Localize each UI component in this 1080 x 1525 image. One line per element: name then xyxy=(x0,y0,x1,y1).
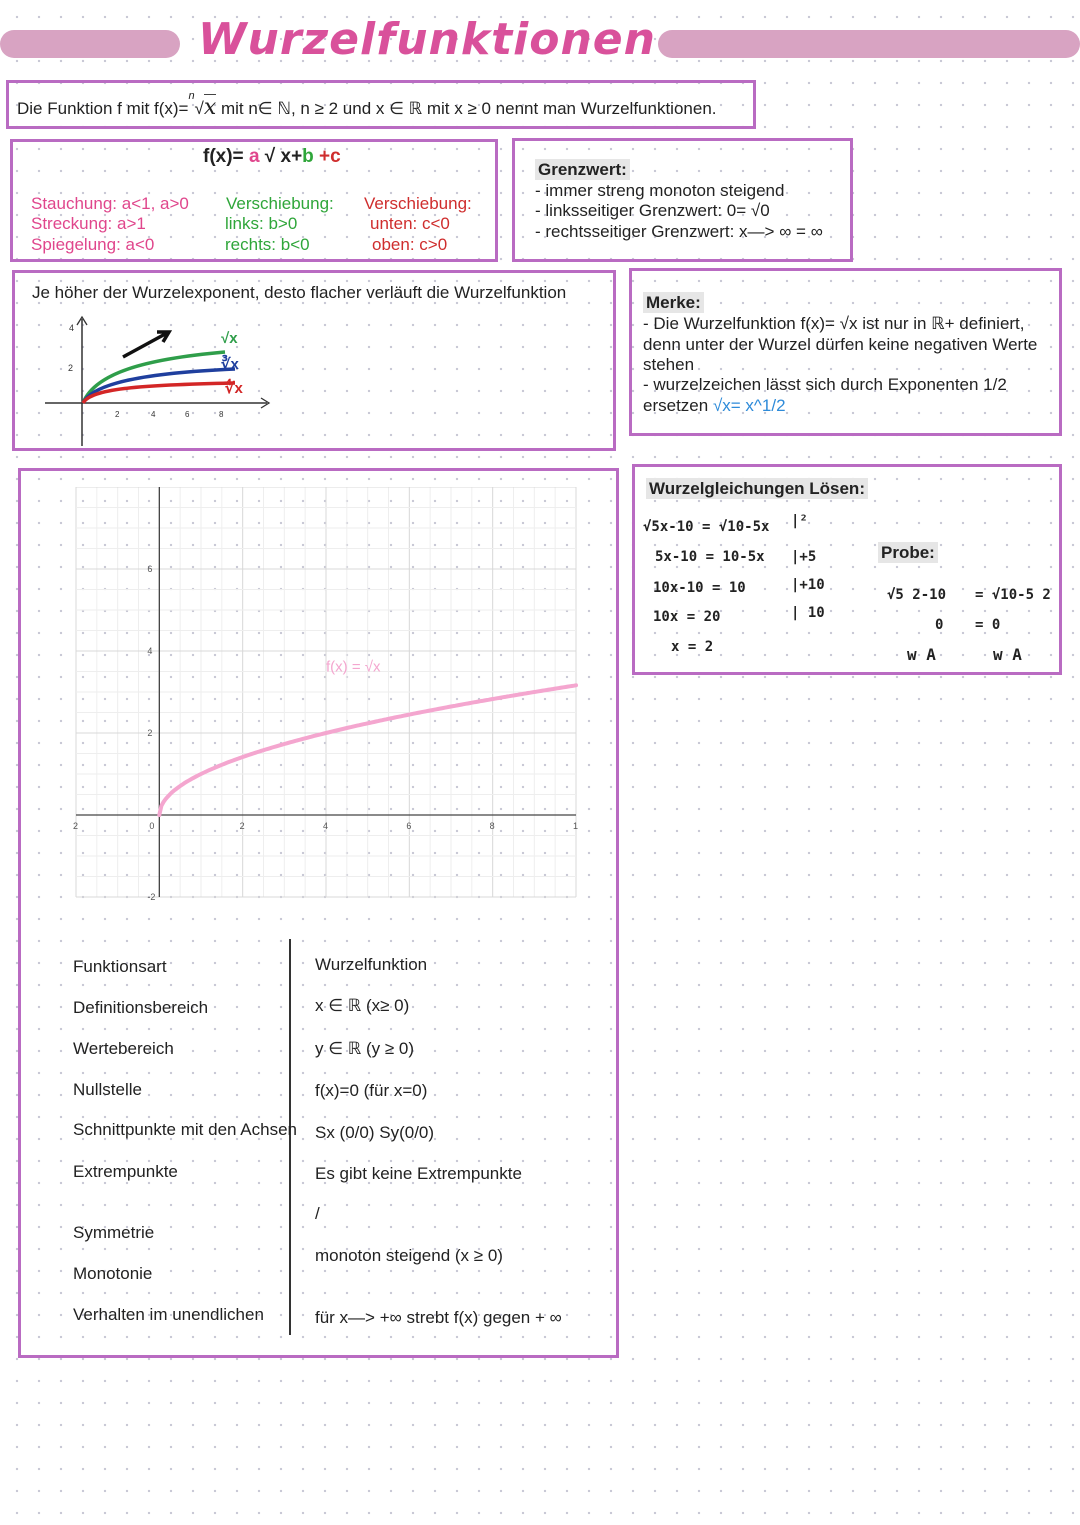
sketch-tick-y4: 4 xyxy=(69,323,75,333)
exponent-text: Je höher der Wurzelexponent, desto flacher verläuft die Wurzelfunktion xyxy=(32,283,567,302)
merke-line-4: - wurzelzeichen lässt sich durch Exponenten 1/2 xyxy=(643,375,1007,394)
table-label-8: Verhalten im unendlichen xyxy=(73,1305,264,1324)
sketch-tick-x6: 6 xyxy=(185,410,190,419)
solve-step-4: 10x = 20 xyxy=(653,609,721,625)
wurzelgleichungen-heading xyxy=(646,479,868,499)
probe-right-2: = 0 xyxy=(975,617,1001,633)
sketch-label-4rt: ∜x xyxy=(225,380,243,397)
root-sign: √ xyxy=(194,99,204,118)
table-label-7: Monotonie xyxy=(73,1264,153,1283)
wurzelgleichungen-box xyxy=(632,464,1062,675)
merke-line-2: denn unter der Wurzel dürfen keine negativen Werte xyxy=(643,335,1038,354)
probe-heading-text: Probe: xyxy=(878,542,938,563)
solve-step-1: √5x-10 = √10-5x xyxy=(643,519,770,535)
table-value-6: / xyxy=(315,1204,320,1223)
graph-x-tick: 6 xyxy=(406,821,412,831)
merke-line-5b: √x= x^1/2 xyxy=(712,396,786,415)
graph-curve-label: f(x) = √x xyxy=(326,658,381,676)
param-c-col-2: unten: c<0 xyxy=(370,214,450,233)
formula-part-1: f(x)= xyxy=(203,146,249,167)
root-index: n xyxy=(188,90,195,102)
sketch-direction-arrow xyxy=(123,332,169,357)
formula-a: a xyxy=(248,146,260,167)
table-value-7: monoton steigend (x ≥ 0) xyxy=(315,1246,503,1265)
header-bar-right xyxy=(658,30,1080,58)
page-title: Wurzelfunktionen xyxy=(198,14,656,65)
exponent-box xyxy=(12,270,616,451)
graph-y-tick: -2 xyxy=(147,892,156,902)
graph-y-tick: 2 xyxy=(147,728,153,738)
grenzwert-line-3: - rechtsseitiger Grenzwert: x—> ∞ = ∞ xyxy=(535,222,823,241)
param-a-col-1: Stauchung: a<1, a>0 xyxy=(31,194,189,213)
probe-left-1: √5 2-10 xyxy=(887,587,947,603)
solve-step-5: x = 2 xyxy=(671,639,714,655)
graph-x-tick: 8 xyxy=(489,821,495,831)
sketch-tick-x2: 2 xyxy=(115,410,120,419)
sketch-label-cbrt: ∛x xyxy=(221,356,239,373)
probe-right-1: = √10-5 2 xyxy=(975,587,1051,603)
solve-step-3: 10x-10 = 10 xyxy=(653,580,746,596)
table-value-3: f(x)=0 (für x=0) xyxy=(315,1081,428,1100)
merke-box xyxy=(629,268,1062,436)
param-c-col-1: Verschiebung: xyxy=(364,194,472,213)
general-formula xyxy=(203,147,341,167)
grenzwert-heading xyxy=(535,160,630,180)
sketch-tick-x4: 4 xyxy=(151,410,156,419)
header-bar-left xyxy=(0,30,180,58)
grenzwert-heading-text: Grenzwert: xyxy=(535,159,630,180)
table-value-4: Sx (0/0) Sy(0/0) xyxy=(315,1123,435,1142)
solve-op-4: | 10 xyxy=(791,605,825,621)
nth-root xyxy=(188,90,217,120)
parameters-box xyxy=(10,139,498,262)
exponent-sketch xyxy=(35,311,295,451)
graph-x-tick: 4 xyxy=(323,821,329,831)
table-value-0: Wurzelfunktion xyxy=(315,955,428,974)
param-a-col-3: Spiegelung: a<0 xyxy=(31,235,155,254)
param-a-col-2: Streckung: a>1 xyxy=(31,214,146,233)
table-label-3: Nullstelle xyxy=(73,1080,142,1099)
merke-heading-text: Merke: xyxy=(643,292,704,313)
formula-b: b xyxy=(302,146,314,167)
table-label-4: Schnittpunkte mit den Achsen xyxy=(73,1120,297,1139)
graph-x-tick: 1 xyxy=(573,821,579,831)
param-c-col-3: oben: c>0 xyxy=(372,235,448,254)
solve-op-2: |+5 xyxy=(791,549,817,565)
grenzwert-line-2: - linksseitiger Grenzwert: 0= √0 xyxy=(535,201,770,220)
merke-line-1: - Die Wurzelfunktion f(x)= √x ist nur in ℝ+ definiert, xyxy=(643,314,1025,333)
solve-op-3: |+10 xyxy=(791,577,825,593)
merke-line-3: stehen xyxy=(643,355,695,374)
probe-right-3: w A xyxy=(993,645,1022,664)
graph-y-tick: 4 xyxy=(147,646,153,656)
table-value-1: x ∈ ℝ (x≥ 0) xyxy=(315,996,410,1015)
param-b-col-2: links: b>0 xyxy=(225,214,298,233)
formula-c: +c xyxy=(313,146,341,167)
table-label-6: Symmetrie xyxy=(73,1223,155,1242)
table-label-0: Funktionsart xyxy=(73,957,167,976)
root-var: x xyxy=(203,95,217,120)
graph-table-box xyxy=(18,468,619,1358)
definition-part-b: mit n∈ ℕ, n ≥ 2 und x ∈ ℝ mit x ≥ 0 nennt man Wurzelfunktionen. xyxy=(220,99,717,118)
merke-heading xyxy=(643,293,704,313)
definition-text xyxy=(17,90,717,120)
param-b-col-1: Verschiebung: xyxy=(226,194,334,213)
table-label-5: Extrempunkte xyxy=(73,1162,178,1181)
table-value-8: für x—> +∞ strebt f(x) gegen + ∞ xyxy=(315,1308,562,1327)
solve-op-1: |² xyxy=(791,513,808,529)
graph-x-tick: 2 xyxy=(239,821,245,831)
probe-left-2: 0 xyxy=(935,617,944,633)
param-b-col-3: rechts: b<0 xyxy=(225,235,310,254)
graph-x-tick: 2 xyxy=(73,821,79,831)
sketch-label-sqrt: √x xyxy=(221,330,238,347)
graph-y-tick: 6 xyxy=(147,564,153,574)
probe-left-3: w A xyxy=(907,645,936,664)
table-value-2: y ∈ ℝ (y ≥ 0) xyxy=(315,1039,414,1058)
table-label-1: Definitionsbereich xyxy=(73,998,209,1017)
definition-box xyxy=(6,80,756,129)
sketch-tick-y2: 2 xyxy=(68,363,74,373)
merke-line-5a: ersetzen xyxy=(643,396,713,415)
formula-part-2: √ x+ xyxy=(259,146,303,167)
merke-line-5 xyxy=(643,396,786,416)
grenzwert-box xyxy=(512,138,853,262)
wurzelgleichungen-heading-text: Wurzelgleichungen Lösen: xyxy=(646,478,868,499)
sketch-tick-x8: 8 xyxy=(219,410,224,419)
probe-heading xyxy=(878,543,938,563)
grenzwert-line-1: - immer streng monoton steigend xyxy=(535,181,785,200)
graph-x-tick: 0 xyxy=(149,821,155,831)
definition-part-a: Die Funktion f mit f(x)= xyxy=(17,99,189,118)
table-value-5: Es gibt keine Extrempunkte xyxy=(315,1164,522,1183)
table-label-2: Wertebereich xyxy=(73,1039,174,1058)
solve-step-2: 5x-10 = 10-5x xyxy=(655,549,765,565)
sqrt-graph xyxy=(71,487,591,917)
